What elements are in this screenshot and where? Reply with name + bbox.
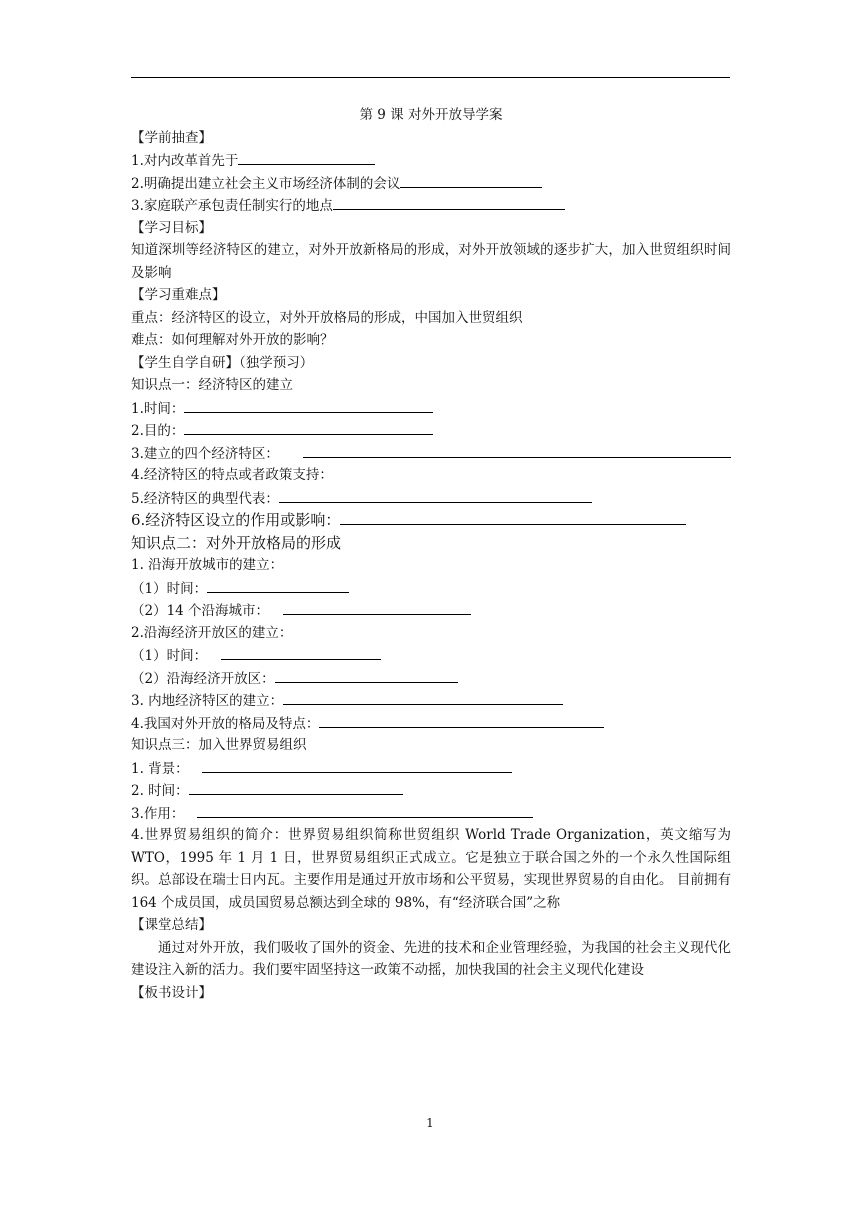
document-body	[131, 104, 731, 1004]
header-rule	[131, 77, 730, 78]
key-point-text: 重点：经济特区的设立，对外开放格局的形成，中国加入世贸组织	[131, 309, 523, 326]
answer-blank	[221, 644, 381, 660]
kp1-item: 4.经济特区的特点或者政策支持：	[131, 467, 333, 483]
pre-check-item: 3.家庭联产承包责任制实行的地点	[131, 198, 333, 214]
answer-blank	[184, 419, 433, 435]
pre-check-item: 2.明确提出建立社会主义市场经济体制的会议	[131, 175, 401, 192]
answer-blank	[340, 509, 686, 525]
wto-intro-text: 4.世界贸易组织的简介：世界贸易组织简称世贸组织 World Trade Organization，英文缩写为 WTO，1995 年 1 月 1 日，世界贸易组织正式成立。它是独立于联合国之外的一个永久性国际组织。总部设在瑞士日内瓦。主要作用是通过开放市场和公平贸易，实现世界贸易的自由化。 目前拥有 164 个成员国，成员国贸易总额达到全球的 98%，有“经济联合国”之称	[131, 827, 731, 911]
kp3-item: 2. 时间：	[131, 783, 189, 799]
section-header-key-points: 【学习重难点】	[131, 287, 226, 303]
answer-blank	[333, 194, 565, 210]
kp2-item: （2）14 个沿海城市：	[131, 603, 270, 619]
difficulty-text: 难点：如何理解对外开放的影响？	[131, 332, 334, 348]
page-title: 第 9 课 对外开放导学案	[359, 107, 503, 123]
knowledge-point-2-title: 知识点二：对外开放格局的形成	[131, 533, 342, 552]
knowledge-point-1-title: 知识点一：经济特区的建立	[131, 377, 293, 393]
summary-text: 通过对外开放，我们吸收了国外的资金、先进的技术和企业管理经验，为我国的社会主义现代化建设注入新的活力。我们要牢固坚持这一政策不动摇，加快我国的社会主义现代化建设	[131, 939, 731, 978]
answer-blank	[319, 712, 604, 728]
answer-blank	[184, 397, 433, 413]
answer-blank	[197, 802, 533, 818]
kp2-item: 2.沿海经济开放区的建立：	[131, 624, 293, 641]
kp2-item: 4.我国对外开放的格局及特点：	[131, 715, 320, 732]
answer-blank	[283, 599, 471, 615]
goals-text: 知道深圳等经济特区的建立，对外开放新格局的形成，对外开放领域的逐步扩大，加入世贸组织时间及影响	[131, 242, 731, 281]
pre-check-item: 1.对内改革首先于	[131, 153, 239, 169]
kp2-item: 1. 沿海开放城市的建立：	[131, 557, 284, 573]
kp3-item: 3.作用：	[131, 805, 185, 822]
page-number: 1	[426, 1116, 434, 1130]
answer-blank	[303, 442, 731, 458]
kp1-item: 2.目的：	[131, 423, 185, 439]
answer-blank	[207, 577, 349, 593]
answer-blank	[202, 757, 512, 773]
section-header-board: 【板书设计】	[131, 984, 212, 1001]
kp1-item: 3.建立的四个经济特区：	[131, 445, 279, 462]
answer-blank	[238, 149, 375, 165]
section-header-summary: 【课堂总结】	[131, 917, 212, 933]
section-header-pre-check: 【学前抽查】	[131, 129, 212, 146]
kp2-item: 3. 内地经济特区的建立：	[131, 693, 284, 709]
kp1-item: 5.经济特区的典型代表：	[131, 490, 279, 507]
section-header-self-study: 【学生自学自研】（独学预习）	[131, 354, 314, 371]
knowledge-point-3-title: 知识点三：加入世界贸易组织	[131, 737, 307, 753]
kp1-item: 6.经济特区设立的作用或影响：	[131, 511, 341, 529]
answer-blank	[279, 487, 592, 503]
answer-blank	[400, 172, 542, 188]
answer-blank	[283, 689, 563, 705]
answer-blank	[189, 779, 403, 795]
kp2-item: （1）时间：	[131, 648, 208, 664]
kp1-item: 1.时间：	[131, 400, 185, 417]
kp2-item: （1）时间：	[131, 580, 208, 597]
section-header-goals: 【学习目标】	[131, 219, 212, 236]
kp2-item: （2）沿海经济开放区：	[131, 670, 275, 687]
kp3-item: 1. 背景：	[131, 760, 189, 777]
answer-blank	[275, 667, 458, 683]
